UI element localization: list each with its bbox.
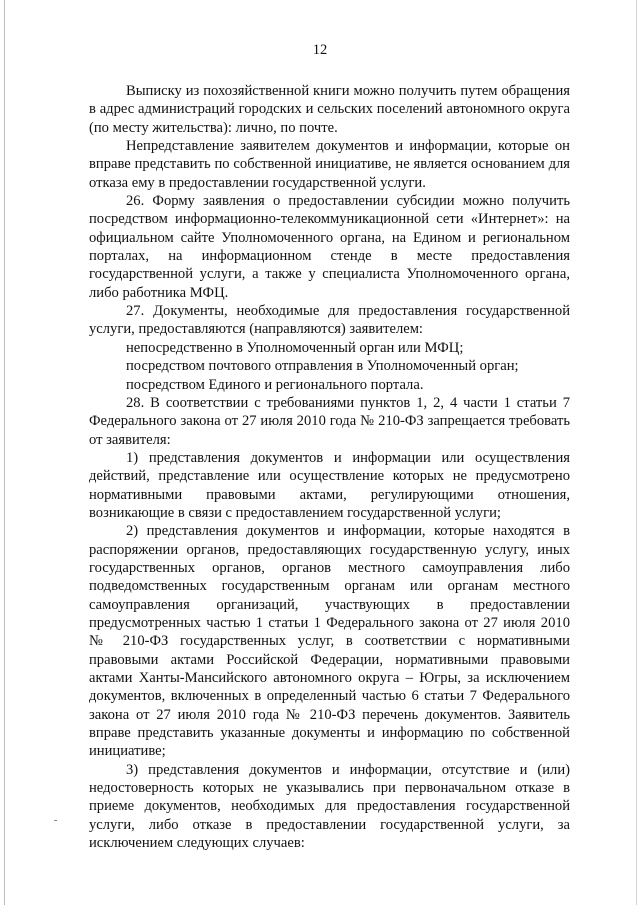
document-body [89,82,570,852]
page-edge-right [636,0,637,905]
paragraph-28-item-2: 2) представления документов и информации, которые находятся в распоряжении органов, предоставляющих государственную услугу, иных государственных органов, органов местного самоуправления либо подведомственных государственным органам или органам местного самоуправления организаций, участвующих в предоставлении предусмотренных частью 1 статьи 1 Федерального закона от 27 июля 2010 № 210-ФЗ государственных услуг, в соответствии с нормативными правовыми актами Российской Федерации, нормативными правовыми актами Ханты-Мансийского автономного округа – Югры, за исключением документов, включенных в определенный частью 6 статьи 7 Федерального закона от 27 июля 2010 года № 210-ФЗ перечень документов. Заявитель вправе представить указанные документы и информацию по собственной инициативе; [89,523,570,760]
list-item-postal-submission: посредством почтового отправления в Уполномоченный орган; [126,358,519,375]
paragraph-28-prohibitions: 28. В соответствии с требованиями пунктов 1, 2, 4 части 1 статьи 7 Федерального закона от 27 июля 2010 года № 210-ФЗ запрещается требовать от заявителя: [89,394,570,448]
paragraph-28-item-1: 1) представления документов и информации или осуществления действий, представление или осуществление которых не предусмотрено нормативными правовыми актами, регулирующими отношения, возникающие в связи с предоставлением государственной услуги; [89,449,570,521]
page-edge-left [4,0,5,905]
list-item-direct-submission: непосредственно в Уполномоченный орган или МФЦ; [126,339,464,356]
paragraph-27-documents-submission: 27. Документы, необходимые для предоставления государственной услуги, предоставляются (направляются) заявителем: [89,303,570,338]
paragraph-28-item-3: 3) представления документов и информации, отсутствие и (или) недостоверность которых не указывались при первоначальном отказе в приеме документов, необходимых для предоставления государственной услуги, либо отказе в предоставлении государственной услуги, за исключением следующих случаев: [89,761,570,852]
list-item-portal-submission: посредством Единого и регионального портала. [126,376,424,393]
paragraph-non-submission: Непредставление заявителем документов и информации, которые он вправе представить по собственной инициативе, не является основанием для отказа ему в предоставлении государственной услуги. [89,138,570,191]
paragraph-26-application-form: 26. Форму заявления о предоставлении субсидии можно получить посредством информационно-телекоммуникационной сети «Интернет»: на официальном сайте Уполномоченного органа, на Едином и региональном порталах, на информационном стенде в месте предоставления государственной услуги, а также у специалиста Уполномоченного органа, либо работника МФЦ. [89,193,570,301]
scan-mark [54,820,57,821]
page-number: 12 [312,42,328,58]
paragraph-extract-household-book: Выписку из похозяйственной книги можно получить путем обращения в адрес администраций городских и сельских поселений автономного округа (по месту жительства): лично, по почте. [89,83,570,136]
